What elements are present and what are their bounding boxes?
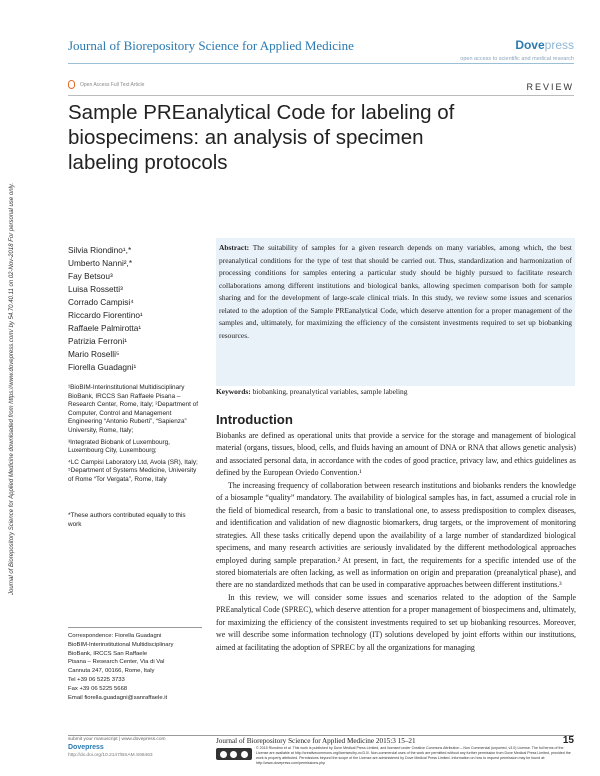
author-list — [68, 244, 208, 374]
paragraph: Biobanks are defined as operational units that provide a service for the storage and management of biological material (organs, tissues, blood, cells, and fluids having an amount of DNA or RNA that allows genetic analysis) and associated personal data, in accordance with the codes of good practice, privacy law, and ethics guidelines as defined by the European Oviedo Convention.¹ — [216, 431, 576, 478]
author: Fiorella Guadagni¹ — [68, 362, 137, 372]
article-title: Sample PREanalytical Code for labeling of biospecimens: an analysis of specimen labeling protocols — [68, 101, 455, 174]
header-divider — [68, 63, 574, 64]
affiliation: ¹BioBIM-Interinstitutional Multidisciplinary BioBank, IRCCS San Raffaele Pisana – Research Center, Rome, Italy; ²Department of Computer, Control and Management Engineering “Antonio Ruberti”, “Sapienza” University, Rome, Italy; — [68, 384, 198, 434]
page-number: 15 — [562, 735, 574, 746]
journal-title: Journal of Biorepository Science for Applied Medicine — [68, 38, 354, 53]
correspondence-block — [68, 632, 208, 702]
keywords — [216, 387, 576, 397]
article-type-divider — [68, 95, 574, 96]
correspondence-line: Correspondence: Fiorella Guadagni — [68, 633, 162, 639]
correspondence-line: BioBank, IRCCS San Raffaele — [68, 650, 148, 657]
abstract-label: Abstract: — [219, 243, 250, 252]
side-download-text: Journal of Biorepository Science for Applied Medicine downloaded from https://www.dovepress.com/ by 54.70.40.11 on 02-Nov-2018 For personal use only. — [9, 182, 15, 595]
abstract-text: The suitability of samples for a given research depends on many variables, among which, the best preanalytical conditions for the type of test that should be carried out. Thus, standardization and harmonization of processing conditions for samples entering a particular study should be highly pursued to facilitate research collaborations among different institutions and biological banks, allowing specimen comparison both for sample sharing and for the development of large-scale clinical trials. In this study, we review some issues and scenarios related to the adoption of the Sample PREanalytical Code, which deserve attention for a proper management of the samples and, ultimately, for maximizing the efficiency of the consistent investments required to set up biobanking resources. — [219, 243, 572, 340]
paragraph: The increasing frequency of collaboration between research institutions and biobanks renders the knowledge of a biosample “quality” mandatory. The availability of biological samples has, in fact, assumed a crucial role in the field of biomedical research, from a basic to translational one, to assess predisposition to complex diseases, and identification and validation of new diagnostic biomarkers, drug targets, or the improvement of monitoring strategies. All these tasks critically depend upon the availability of a large number of standardized biological specimens, and many research activities are seriously invalidated by the different methodological approaches employed during sample preparation.² At present, in fact, the requirements for a specific intended use of the stored biomaterials are often lacking, as well as information on origin and preparation (preanalytical phase), and there are no standardized methods that can be used in comparative approaches between different institutions.³ — [216, 480, 576, 590]
author: Corrado Campisi⁴ — [68, 297, 134, 307]
correspondence-divider — [68, 627, 202, 628]
doi-link[interactable]: http://dx.doi.org/10.2147/BSAM.S66463 — [68, 753, 153, 758]
affiliation: ⁴LC Campisi Laboratory Ltd, Avola (SR), Italy; ⁵Department of Systems Medicine, University of Rome “Tor Vergata”, Rome, Italy — [68, 458, 198, 483]
publisher-light: press — [544, 38, 574, 52]
author: Raffaele Palmirotta¹ — [68, 323, 142, 333]
open-access-label: Open Access Full Text Article — [80, 81, 145, 88]
paragraph: In this review, we will consider some issues and scenarios related to the adoption of the Sample PREanalytical Code (SPREC), which deserve attention for a proper management of biospecimens and, ultimately, for maximizing the efficiency of the consistent investments required to set up biobanking resources. Moreover, we will describe some information technology (IT) solutions developed by joint efforts within our institutions, aimed at facilitating the adoption of SPREC by all the organizations for managing — [216, 592, 576, 652]
submit-manuscript-link[interactable]: submit your manuscript | www.dovepress.com — [68, 737, 166, 742]
correspondence-email[interactable]: Email fiorella.guadagni@sanraffaele.it — [68, 694, 168, 701]
introduction-heading: Introduction — [216, 412, 293, 427]
author: Fay Betsou³ — [68, 271, 113, 281]
correspondence-line: BioBIM-Interinstitutional Multidisciplinary — [68, 641, 174, 648]
author: Riccardo Fiorentino¹ — [68, 310, 143, 320]
creative-commons-icon[interactable] — [216, 748, 252, 760]
license-text: © 2015 Riondino et al. This work is published by Dove Medical Press Limited, and licensed under Creative Commons Attribution – Non Commercial (unported, v3.0) License. The full terms of the License are available at http://creativecommons.org/licenses/by-nc/3.0/. Non-commercial uses of the work are permitted without any further permission from Dove Medical Press Limited, provided the work is properly attributed. Permissions beyond the scope of the License are administered by Dove Medical Press Limited. Information on how to request permission may be found at: http://www.dovepress.com/permissions.php — [256, 746, 571, 766]
introduction-body — [216, 430, 576, 654]
affiliations — [68, 384, 198, 488]
author: Luisa Rossetti³ — [68, 284, 123, 294]
abstract-box — [216, 238, 575, 386]
publisher-logo[interactable] — [515, 38, 574, 52]
open-access-row — [68, 80, 144, 89]
author: Silvia Riondino¹,* — [68, 245, 132, 255]
publisher-bold: Dove — [515, 38, 545, 52]
keywords-text: biobanking, preanalytical variables, sample labeling — [252, 387, 408, 396]
footer-divider — [68, 735, 574, 736]
author: Patrizia Ferroni¹ — [68, 336, 128, 346]
correspondence-line: Tel +39 06 5225 3733 — [68, 676, 125, 683]
publisher-tagline: open access to scientific and medical research — [460, 56, 574, 62]
keywords-label: Keywords: — [216, 387, 251, 396]
journal-citation: Journal of Biorepository Science for Applied Medicine 2015:3 15–21 — [216, 737, 416, 745]
equal-contribution-note: *These authors contributed equally to this work — [68, 512, 186, 528]
article-type: REVIEW — [526, 82, 574, 92]
footer-dovepress-logo[interactable]: Dovepress — [68, 744, 104, 751]
author: Mario Roselli⁵ — [68, 349, 120, 359]
side-download-note — [8, 115, 22, 595]
affiliation: ³Integrated Biobank of Luxembourg, Luxembourg City, Luxembourg; — [68, 438, 170, 455]
correspondence-line: Cannuta 247, 00166, Rome, Italy — [68, 668, 155, 675]
correspondence-line: Pisana – Research Center, Via di Val — [68, 659, 165, 666]
author: Umberto Nanni²,* — [68, 258, 133, 268]
correspondence-line: Fax +39 06 5225 5668 — [68, 685, 128, 692]
open-access-icon — [68, 80, 75, 89]
